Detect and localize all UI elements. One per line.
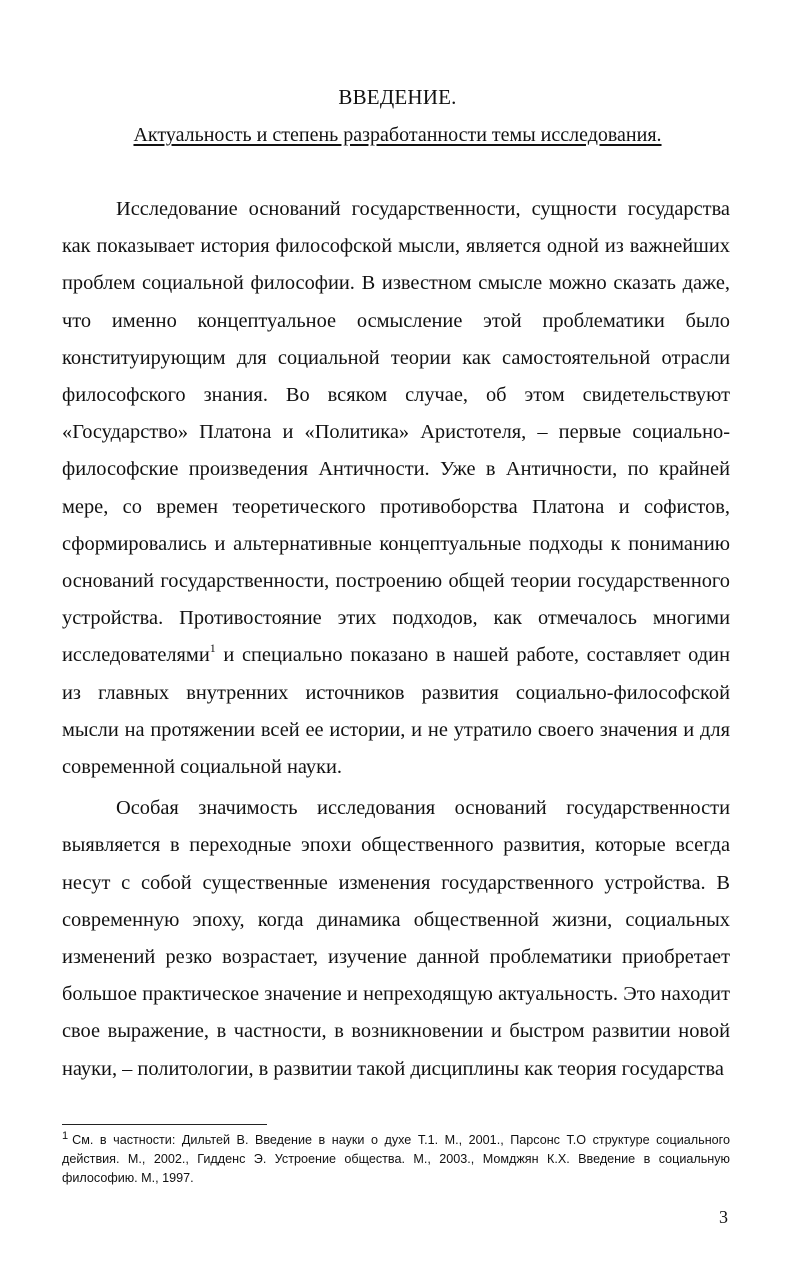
paragraph-1 <box>62 191 730 786</box>
section-subheading: Актуальность и степень разработанности темы исследования. <box>133 124 662 146</box>
footnote <box>62 1131 730 1188</box>
footnote-number: 1 <box>62 1130 69 1142</box>
footnote-reference: 1 <box>209 641 216 656</box>
paragraph-1-text-start: Исследование оснований государственности, сущности государства как показывает история философской мысли, является одной из важнейших проблем социальной философии. В известном смысле можно сказать даже, что именно концептуальное осмысление этой проблематики было конституирующим для социальной теории как самостоятельной отрасли философского знания. Во всяком случае, об этом свидетельствуют «Государство» Платона и «Политика» Аристотеля, – первые социально-философские произведения Античности. Уже в Античности, по крайней мере, со времен теоретического противоборства Платона и софистов, сформировались и альтернативные концептуальные подходы к пониманию оснований государственности, построению общей теории государственного устройства. Противостояние этих подходов, как отмечалось многими исследователями <box>62 198 730 667</box>
paragraph-1-text-end: и специально показано в нашей работе, составляет один из главных внутренних источников развития социально-философской мысли на протяжении всей ее истории, и не утратило своего значения и для современной социальной науки. <box>62 644 730 779</box>
footnote-text: См. в частности: Дильтей В. Введение в науки о духе Т.1. М., 2001., Парсонс Т.О структуре социального действия. М., 2002., Гидденс Э. Устроение общества. М., 2003., Момджян К.Х. Введение в социальную философию. М., 1997. <box>62 1133 730 1185</box>
page-number: 3 <box>719 1207 728 1227</box>
footnote-separator <box>62 1124 267 1125</box>
page-heading: ВВЕДЕНИЕ. <box>338 85 457 109</box>
main-text <box>62 191 730 1088</box>
paragraph-2: Особая значимость исследования оснований государственности выявляется в переходные эпохи общественного развития, которые всегда несут с собой существенные изменения государственного устройства. В современную эпоху, когда динамика общественной жизни, социальных изменений резко возрастает, изучение данной проблематики приобретает большое практическое значение и непреходящую актуальность. Это находит свое выражение, в частности, в возникновении и быстром развитии новой науки, – политологии, в развитии такой дисциплины как теория государства <box>62 797 730 1080</box>
